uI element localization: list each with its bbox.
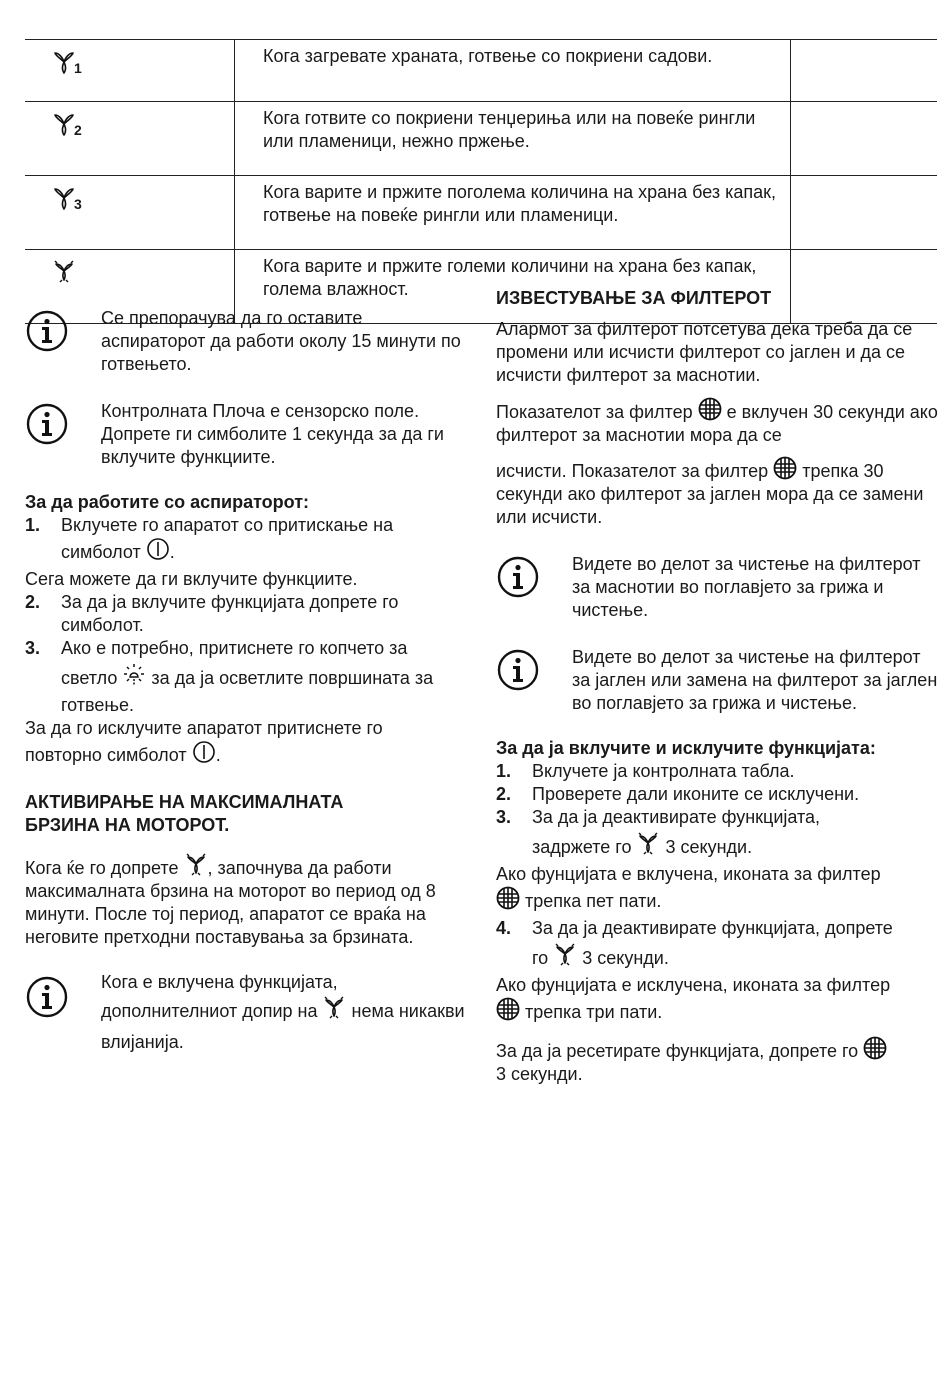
step-number: 3. — [25, 638, 41, 658]
info-note — [25, 971, 465, 1058]
info-icon — [25, 402, 69, 446]
table-cell-empty — [791, 40, 938, 102]
list-item — [25, 591, 465, 637]
table-cell-text: Кога варите и пржите големи количини на храна без капак, голема влажност. — [235, 250, 791, 324]
info-text-part: дополнителниот допир на — [101, 1001, 318, 1021]
fan-boost-icon — [553, 943, 577, 967]
info-note — [496, 553, 941, 622]
function-steps — [496, 760, 941, 863]
table-cell-icon — [25, 102, 235, 176]
info-text-part: нема никакви влијанија. — [101, 1001, 465, 1052]
fan-speed-2-icon: 2 — [52, 112, 82, 136]
filter-icon — [496, 997, 520, 1021]
info-text: Се препорачува да го оставите аспираторот да работи околу 15 минути по готвењето. — [101, 308, 461, 374]
table-row — [25, 102, 937, 176]
paragraph — [25, 740, 465, 771]
light-icon — [122, 663, 146, 687]
fan-speed-table — [25, 39, 937, 324]
paragraph — [496, 397, 941, 447]
paragraph: Ако фунцијата е исклучена, иконата за филтер — [496, 975, 891, 995]
info-text: Видете во делот за чистење на филтерот за маснотии во поглавјето за грижа и чистење. — [572, 554, 921, 620]
paragraph-text: За да ја ресетирате функцијата, допрете го — [496, 1041, 859, 1061]
paragraph-text: трепка три пати. — [525, 1002, 663, 1022]
step-text: . — [169, 542, 175, 562]
info-icon — [496, 648, 540, 692]
list-item — [496, 783, 941, 806]
table-cell-text: Кога загревате храната, готвење со покриени садови. — [235, 40, 791, 102]
table-cell-text: Кога готвите со покриени тенџериња или на повеќе рингли или пламеници, нежно пржење. — [235, 102, 791, 176]
section-heading: БРЗИНА НА МОТОРОТ. — [25, 815, 230, 835]
step-text: 3 секунди. — [582, 948, 669, 968]
step-text: За да ја вклучите функцијата допрете го симболот. — [61, 592, 399, 635]
step-text: Проверете дали иконите се исклучени. — [532, 784, 860, 804]
filter-icon — [773, 456, 797, 480]
info-note — [25, 400, 465, 469]
step-number: 3. — [496, 807, 512, 827]
step-text: за да ја осветлите површината за готвење. — [61, 668, 434, 715]
table-cell-icon — [25, 40, 235, 102]
paragraph — [496, 1036, 941, 1086]
fan-boost-icon — [636, 832, 660, 856]
right-column — [496, 287, 941, 1086]
paragraph — [496, 997, 941, 1028]
step-text: задржете го — [532, 837, 632, 857]
info-text — [101, 996, 465, 1058]
paragraph-text: е вклучен 30 секунди ако филтерот за маснотии мора да се — [496, 402, 938, 445]
info-icon — [496, 555, 540, 599]
filter-icon — [863, 1036, 887, 1060]
filter-icon — [698, 397, 722, 421]
step-text: 3 секунди. — [665, 837, 753, 857]
fan-boost-icon — [322, 996, 346, 1020]
step-text: го — [532, 948, 549, 968]
function-steps — [496, 917, 941, 974]
table-cell-empty — [791, 176, 938, 250]
paragraph — [496, 456, 941, 529]
info-text: Контролната Плоча е сензорско поле. Допрете ги симболите 1 секунда за да ги вклучите функциите. — [101, 401, 444, 467]
power-icon — [192, 740, 216, 764]
paragraph: Ако фунцијата е вклучена, иконата за филтер — [496, 864, 881, 884]
section-heading: За да ја вклучите и исклучите функцијата: — [496, 738, 876, 758]
paragraph-text: , започнува да работи максималната брзина на моторот во период од 8 минути. После тој период, апаратот се враќа на неговите претходни поставувања за брзината. — [25, 858, 436, 947]
step-number: 1. — [496, 761, 512, 781]
fan-boost-icon — [184, 853, 208, 877]
table-cell-empty — [791, 102, 938, 176]
list-item — [496, 917, 941, 974]
left-column — [25, 287, 465, 1058]
info-note — [496, 646, 941, 715]
fan-boost-icon — [52, 268, 76, 288]
operate-steps — [25, 514, 465, 568]
info-text: Видете во делот за чистење на филтерот за јаглен или замена на филтерот за јаглен во поглавјето за грижа и чистење. — [572, 647, 938, 713]
section-heading: За да работите со аспираторот: — [25, 492, 310, 512]
table-row — [25, 176, 937, 250]
paragraph — [496, 886, 941, 917]
list-item — [25, 637, 465, 717]
paragraph-text: Кога ќе го допрете — [25, 858, 179, 878]
paragraph-text: . — [215, 745, 221, 765]
info-note — [25, 307, 465, 376]
list-item — [496, 760, 941, 783]
section-heading: АКТИВИРАЊЕ НА МАКСИМАЛНАТА — [25, 792, 344, 812]
table-cell-text: Кога варите и пржите поголема количина на храна без капак, готвење на повеќе рингли или пламеници. — [235, 176, 791, 250]
step-text: симболот — [61, 542, 141, 562]
paragraph — [25, 853, 465, 949]
step-text: Ако е потребно, притиснете го копчето за — [61, 638, 408, 658]
step-number: 2. — [25, 592, 41, 612]
step-number: 1. — [25, 515, 41, 535]
paragraph-text: трепка 30 секунди ако филтерот за јаглен мора да се замени или исчисти. — [496, 461, 924, 527]
paragraph: Алармот за филтерот потсетува дека треба да се промени или исчисти филтерот со јаглен и да се исчисти филтерот за маснотии. — [496, 319, 913, 385]
info-icon — [25, 975, 69, 1019]
step-text: светло — [61, 668, 118, 688]
step-text: Вклучете ја контролната табла. — [532, 761, 795, 781]
fan-speed-3-icon: 3 — [52, 186, 82, 210]
list-item — [25, 514, 465, 568]
paragraph-text: исчисти. Показателот за филтер — [496, 461, 769, 481]
filter-icon — [496, 886, 520, 910]
operate-steps — [25, 591, 465, 717]
paragraph-text: 3 секунди. — [496, 1064, 583, 1084]
paragraph: За да го исклучите апаратот притиснете го — [25, 718, 383, 738]
paragraph-text: Показателот за филтер — [496, 402, 693, 422]
section-heading: ИЗВЕСТУВАЊЕ ЗА ФИЛТЕРОТ — [496, 288, 772, 308]
step-text: За да ја деактивирате функцијата, допрете — [532, 918, 893, 938]
list-item — [496, 806, 941, 863]
info-text: Кога е вклучена функцијата, — [101, 972, 338, 992]
power-icon — [146, 537, 170, 561]
paragraph: Сега можете да ги вклучите функциите. — [25, 569, 358, 589]
step-text: Вклучете го апаратот со притискање на — [61, 515, 394, 535]
info-icon — [25, 309, 69, 353]
step-number: 4. — [496, 918, 512, 938]
paragraph-text: повторно симболот — [25, 745, 187, 765]
step-number: 2. — [496, 784, 512, 804]
step-text: За да ја деактивирате функцијата, — [532, 807, 821, 827]
paragraph-text: трепка пет пати. — [525, 891, 662, 911]
table-row — [25, 40, 937, 102]
fan-speed-1-icon: 1 — [52, 50, 82, 74]
table-cell-icon — [25, 176, 235, 250]
